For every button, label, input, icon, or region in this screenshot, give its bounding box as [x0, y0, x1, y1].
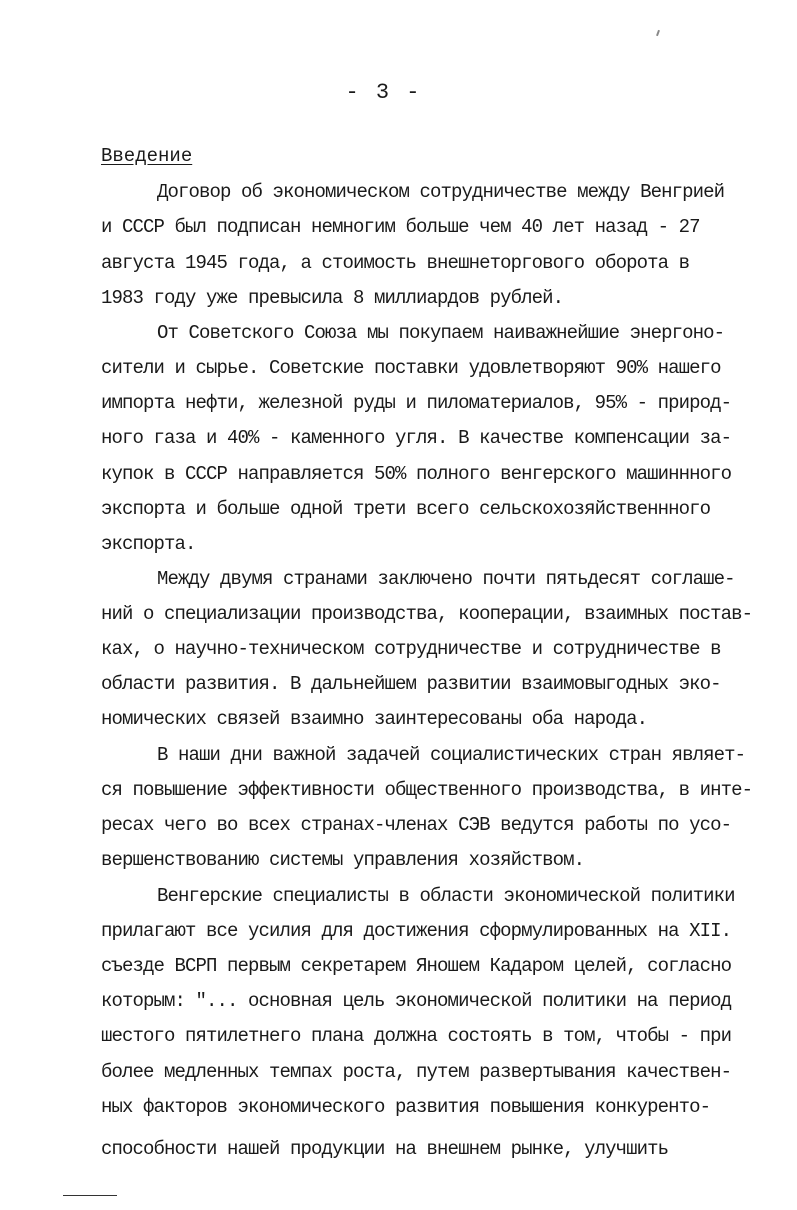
text-line: ся повышение эффективности общественного производства, в инте- — [101, 779, 753, 801]
text-line: 1983 году уже превысила 8 миллиардов рублей. — [101, 287, 564, 309]
text-line: Венгерские специалисты в области экономической политики — [157, 885, 735, 907]
scan-speck — [656, 30, 660, 36]
footnote-rule — [63, 1195, 117, 1196]
text-line: вершенствованию системы управления хозяйством. — [101, 849, 585, 871]
text-line: сители и сырье. Советские поставки удовлетворяют 90% нашего — [101, 357, 721, 379]
text-line: и СССР был подписан немногим больше чем 40 лет назад - 27 — [101, 216, 700, 238]
text-line: купок в СССР направляется 50% полного венгерского машиннного — [101, 463, 732, 485]
page-number: - 3 - — [345, 80, 422, 105]
text-line: ний о специализации производства, кооперации, взаимных постав- — [101, 603, 753, 625]
text-line: более медленных темпах роста, путем развертывания качествен- — [101, 1061, 732, 1083]
text-line: ках, о научно-техническом сотрудничестве и сотрудничестве в — [101, 638, 721, 660]
text-line: экспорта. — [101, 533, 196, 555]
text-line: ного газа и 40% - каменного угля. В качестве компенсации за- — [101, 427, 732, 449]
text-line: В наши дни важной задачей социалистических стран являет- — [157, 744, 746, 766]
text-line: съезде ВСРП первым секретарем Яношем Кадаром целей, согласно — [101, 955, 732, 977]
text-line: номических связей взаимно заинтересованы оба народа. — [101, 708, 648, 730]
text-line: августа 1945 года, а стоимость внешнеторгового оборота в — [101, 252, 690, 274]
text-line: способности нашей продукции на внешнем рынке, улучшить — [101, 1138, 669, 1160]
text-line: прилагают все усилия для достижения сформулированных на XII. — [101, 920, 732, 942]
text-line: ных факторов экономического развития повышения конкуренто- — [101, 1096, 711, 1118]
text-line: Договор об экономическом сотрудничестве между Венгрией — [157, 181, 725, 203]
text-line: импорта нефти, железной руды и пиломатериалов, 95% - природ- — [101, 392, 732, 414]
text-line: экспорта и больше одной трети всего сельскохозяйственнного — [101, 498, 711, 520]
text-line: От Советского Союза мы покупаем наиважнейшие энергоно- — [157, 322, 725, 344]
text-line: которым: "... основная цель экономической политики на период — [101, 990, 732, 1012]
text-line: Между двумя странами заключено почти пятьдесят соглаше- — [157, 568, 735, 590]
text-line: ресах чего во всех странах-членах СЭВ ведутся работы по усо- — [101, 814, 732, 836]
text-line: шестого пятилетнего плана должна состоять в том, чтобы - при — [101, 1025, 732, 1047]
section-heading: Введение — [101, 145, 193, 167]
text-line: области развития. В дальнейшем развитии взаимовыгодных эко- — [101, 673, 721, 695]
